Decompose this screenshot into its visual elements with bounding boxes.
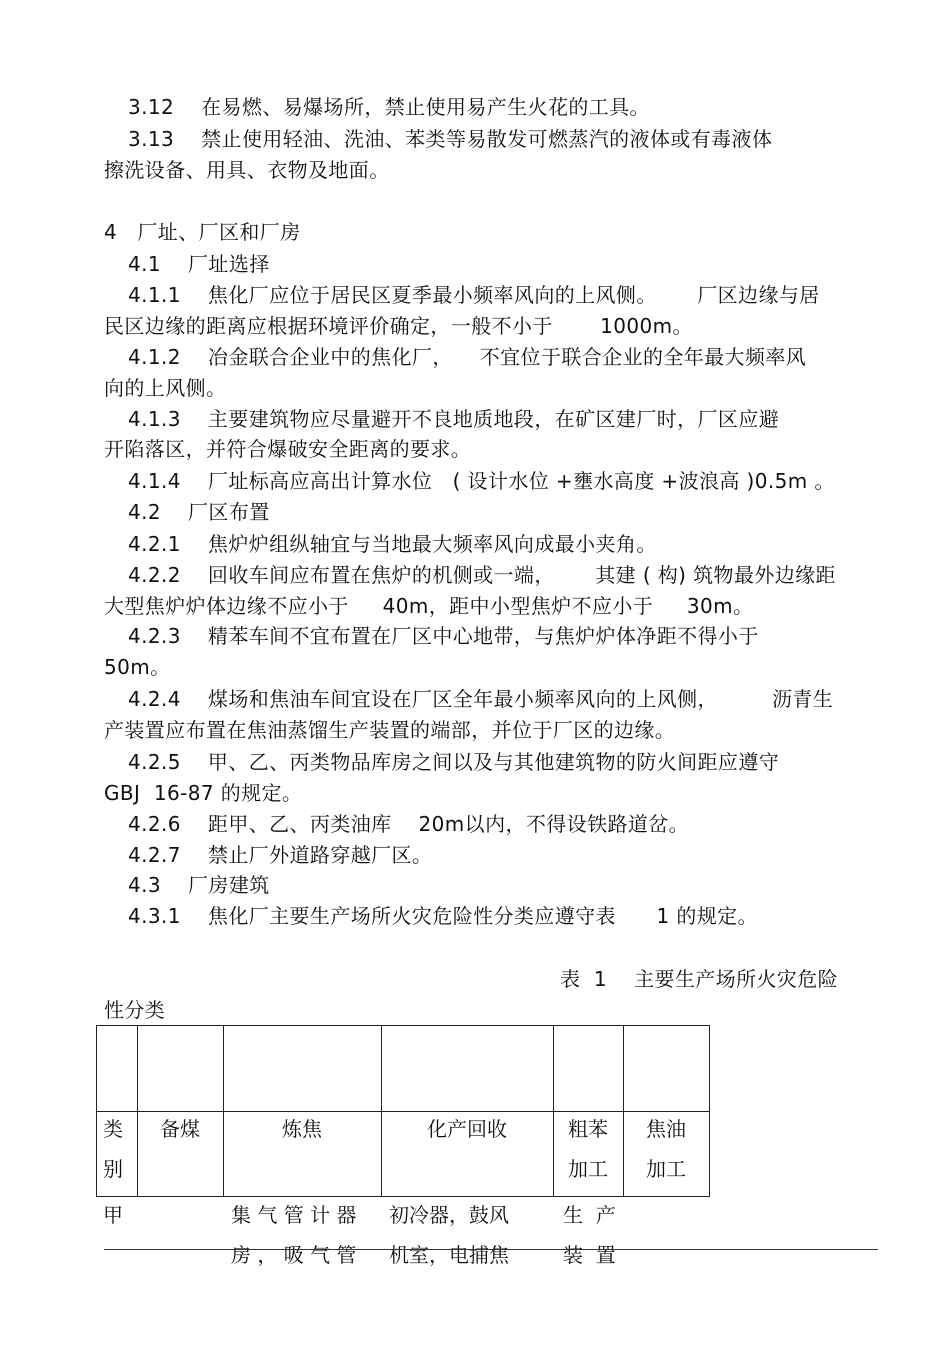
clause-4-2-5-cont: GBJ 16-87 的规定。 [104,781,303,805]
clause-4-1-2-cont: 向的上风侧。 [104,376,227,400]
clause-4-2-3: 4.2.3 精苯车间不宜布置在厂区中心地带，与焦炉炉体净距不得小于 [128,624,759,648]
row-tar-processing [631,1115,669,1275]
page-bottom-rule [104,1249,878,1250]
clause-4-2-3-cont: 50m。 [104,655,171,679]
row-coking: 集 气 管 计 器 房 ， 吸 气 管 [231,1203,357,1267]
clause-4-2-2-cont: 大型焦炉炉体边缘不应小于 40m，距中小型焦炉不应小于 30m。 [104,594,754,618]
clause-4-1-3: 4.1.3 主要建筑物应尽量避开不良地质地段，在矿区建厂时，厂区应避 [128,407,780,431]
clause-4-2-4-cont: 产装置应布置在焦油蒸馏生产装置的端部，并位于厂区的边缘。 [104,718,676,742]
clause-3-13: 3.13 禁止使用轻油、洗油、苯类等易散发可燃蒸汽的液体或有毒液体 [128,127,773,151]
clause-4-2-7: 4.2.7 禁止厂外道路穿越厂区。 [128,843,433,867]
clause-4-1-3-cont: 开陷落区，并符合爆破安全距离的要求。 [104,437,472,461]
clause-4-1-1: 4.1.1 焦化厂应位于居民区夏季最小频率风向的上风侧。 厂区边缘与居 [128,283,820,307]
section-4-3-heading: 4.3 厂房建筑 [128,873,270,897]
clause-4-2-4: 4.2.4 煤场和焦油车间宜设在厂区全年最小频率风向的上风侧， 沥青生 [128,687,834,711]
table-caption: 表 1 主要生产场所火灾危险 [560,967,839,991]
row-chemical-recovery: 初冷器，鼓风 机室，电捕焦 [389,1203,509,1267]
clause-4-2-1: 4.2.1 焦炉炉组纵轴宜与当地最大频率风向成最小夹角。 [128,532,657,556]
section-4-1-heading: 4.1 厂址选择 [128,252,270,276]
section-4-heading: 4 厂址、厂区和厂房 [104,220,301,244]
header-category: 类 别 [103,1117,123,1181]
clause-4-2-2: 4.2.2 回收车间应布置在焦炉的机侧或一端， 其建 ( 构) 筑物最外边缘距 [128,563,836,587]
clause-4-2-6: 4.2.6 距甲、乙、丙类油库 20m以内，不得设铁路道岔。 [128,812,690,836]
clause-3-12: 3.12 在易燃、易爆场所，禁止使用易产生火花的工具。 [128,95,650,119]
clause-4-1-4: 4.1.4 厂址标高应高出计算水位 ( 设计水位 +壅水高度 +波浪高 )0.5m 。 [128,469,835,493]
header-crude-benzene: 粗苯 加工 [568,1117,608,1181]
fire-hazard-table [96,1025,710,1267]
clause-4-3-1: 4.3.1 焦化厂主要生产场所火灾危险性分类应遵守表 1 的规定。 [128,904,758,928]
clause-4-1-1-cont: 民区边缘的距离应根据环境评价确定，一般不小于 1000m。 [104,314,693,338]
row-coal-prep [143,1115,181,1275]
header-chemical-recovery: 化产回收 [427,1117,507,1141]
clause-4-1-2: 4.1.2 冶金联合企业中的焦化厂， 不宜位于联合企业的全年最大频率风 [128,345,807,369]
header-coal-prep: 备煤 [160,1117,200,1141]
table-caption-cont: 性分类 [104,998,166,1022]
row-category-jia: 甲 [103,1203,123,1227]
row-crude-benzene: 生 产 装 置 [563,1203,616,1267]
section-4-2-heading: 4.2 厂区布置 [128,500,270,524]
clause-3-13-cont: 擦洗设备、用具、衣物及地面。 [104,158,390,182]
header-coking: 炼焦 [282,1117,322,1141]
header-tar-processing: 焦油 加工 [646,1117,686,1181]
clause-4-2-5: 4.2.5 甲、乙、丙类物品库房之间以及与其他建筑物的防火间距应遵守 [128,750,780,774]
